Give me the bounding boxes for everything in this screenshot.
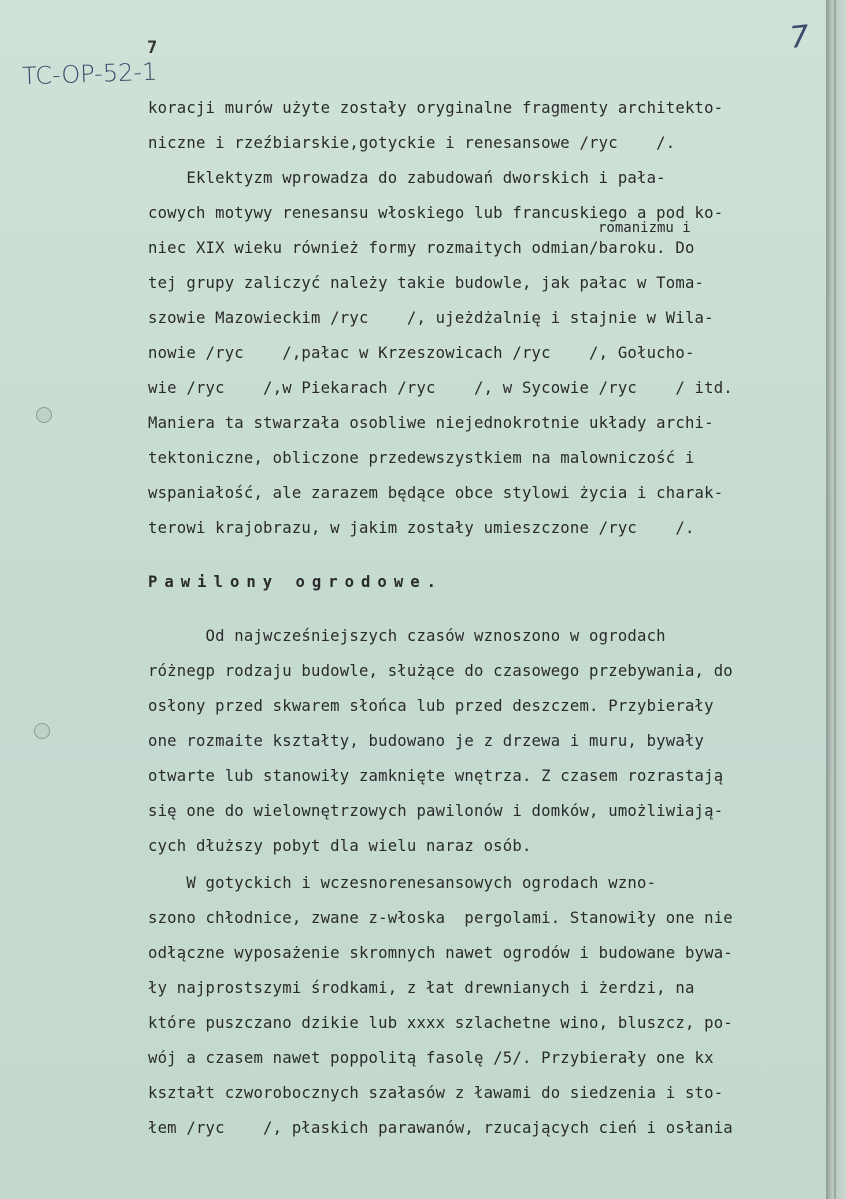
text-line: które puszczano dzikie lub xxxx szlachetne wino, bluszcz, po-: [148, 1014, 733, 1032]
text-line: wspaniałość, ale zarazem będące obce stylowi życia i charak-: [148, 484, 724, 502]
text-line: łem /ryc /, płaskich parawanów, rzucających cień i osłania: [148, 1119, 733, 1137]
text-line: kształt czworobocznych szałasów z ławami do siedzenia i sto-: [148, 1084, 724, 1102]
text-line: odłączne wyposażenie skromnych nawet ogrodów i budowane bywa-: [148, 944, 733, 962]
typewritten-text: [148, 98, 828, 1158]
text-line: się one do wielownętrzowych pawilonów i domków, umożliwiają-: [148, 802, 724, 820]
text-line: szowie Mazowieckim /ryc /, ujeżdżalnię i stajnie w Wila-: [148, 309, 714, 327]
text-line: niec XIX wieku również formy rozmaitych odmian/baroku. Do: [148, 239, 695, 257]
text-line: otwarte lub stanowiły zamknięte wnętrza. Z czasem rozrastają: [148, 767, 724, 785]
text-line: różnegp rodzaju budowle, służące do czasowego przebywania, do: [148, 662, 733, 680]
text-line: tej grupy zaliczyć należy takie budowle, jak pałac w Toma-: [148, 274, 705, 292]
text-line: osłony przed skwarem słońca lub przed deszczem. Przybierały: [148, 697, 714, 715]
punch-hole: [36, 407, 52, 423]
punch-hole: [34, 723, 50, 739]
text-line: tektoniczne, obliczone przedewszystkiem na malowniczość i: [148, 449, 695, 467]
text-line: Od najwcześniejszych czasów wznoszono w ogrodach: [148, 627, 666, 645]
handwritten-page-number: 7: [788, 19, 811, 56]
page-edge-shadow: [826, 0, 846, 1199]
text-line: niczne i rzeźbiarskie,gotyckie i renesansowe /ryc /.: [148, 134, 676, 152]
typed-page-number: 7: [147, 38, 158, 58]
archive-code: TC-OP-52-1: [21, 57, 158, 91]
text-line: wie /ryc /,w Piekarach /ryc /, w Sycowie /ryc / itd.: [148, 379, 733, 397]
text-line: cowych motywy renesansu włoskiego lub francuskiego a pod ko-: [148, 204, 724, 222]
text-line: one rozmaite kształty, budowano je z drzewa i muru, bywały: [148, 732, 705, 750]
page-edge-line: [834, 0, 836, 1199]
text-line: terowi krajobrazu, w jakim zostały umieszczone /ryc /.: [148, 519, 695, 537]
section-heading: Pawilony ogrodowe.: [148, 573, 443, 591]
text-line: Eklektyzm wprowadza do zabudowań dworskich i pała-: [148, 169, 666, 187]
text-line: cych dłuższy pobyt dla wielu naraz osób.: [148, 837, 532, 855]
text-line: nowie /ryc /,pałac w Krzeszowicach /ryc /, Gołucho-: [148, 344, 695, 362]
text-line: W gotyckich i wczesnorenesansowych ogrodach wzno-: [148, 874, 657, 892]
text-line: wój a czasem nawet poppolitą fasolę /5/. Przybierały one kx: [148, 1049, 714, 1067]
text-line: Maniera ta stwarzała osobliwe niejednokrotnie układy archi-: [148, 414, 714, 432]
text-line: koracji murów użyte zostały oryginalne fragmenty architekto-: [148, 99, 724, 117]
text-line: szono chłodnice, zwane z-włoska pergolami. Stanowiły one nie: [148, 909, 733, 927]
text-line: ły najprostszymi środkami, z łat drewnianych i żerdzi, na: [148, 979, 695, 997]
typed-insertion: romanizmu i: [598, 220, 691, 236]
